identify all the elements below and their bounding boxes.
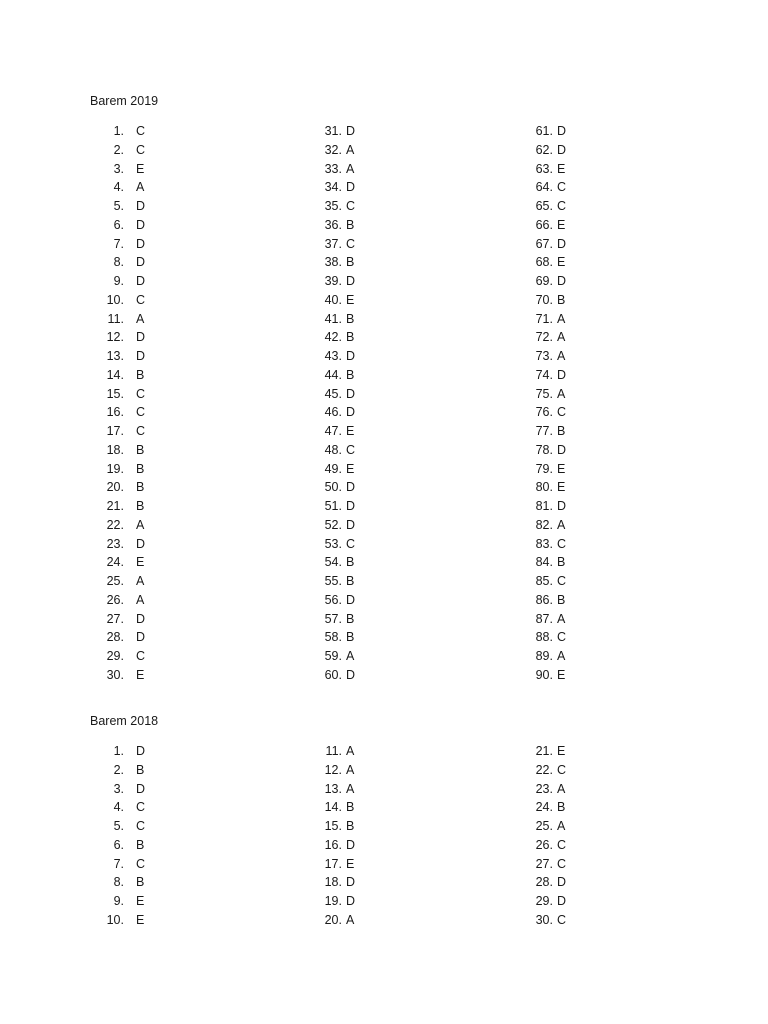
- answer-letter: E: [557, 161, 566, 176]
- answer-row: [0, 160, 768, 179]
- answer-letter: D: [136, 349, 146, 363]
- question-number: 69.: [535, 274, 553, 288]
- answer-letter: C: [557, 837, 567, 852]
- answer-row: [0, 553, 768, 572]
- answer-letter: D: [346, 274, 356, 288]
- question-number: 26.: [106, 592, 124, 607]
- answer-letter: A: [346, 912, 355, 927]
- answer-letter: D: [557, 499, 567, 513]
- answer-letter: E: [136, 161, 145, 176]
- answer-letter: E: [557, 461, 566, 476]
- section-title: Barem 2019: [90, 94, 159, 108]
- question-number: 16.: [106, 405, 124, 420]
- question-number: 3.: [113, 781, 124, 796]
- answer-letter: E: [346, 292, 355, 307]
- answer-letter: B: [346, 555, 355, 570]
- question-number: 30.: [535, 912, 553, 927]
- question-number: 4.: [113, 180, 124, 195]
- question-number: 78.: [535, 442, 553, 457]
- answer-letter: C: [557, 856, 567, 871]
- answer-letter: A: [557, 349, 566, 363]
- answer-letter: A: [136, 311, 145, 326]
- answer-letter: D: [136, 611, 146, 626]
- answer-letter: C: [346, 236, 356, 251]
- question-number: 60.: [324, 667, 342, 682]
- answer-letter: E: [557, 667, 566, 682]
- answer-letter: A: [346, 744, 355, 758]
- answer-letter: A: [346, 142, 355, 157]
- question-number: 62.: [535, 142, 553, 157]
- question-number: 23.: [535, 781, 553, 796]
- answer-letter: A: [136, 592, 145, 607]
- answer-row: [0, 780, 768, 799]
- question-number: 46.: [324, 405, 342, 420]
- answer-row: [0, 310, 768, 329]
- answer-letter: D: [557, 274, 567, 288]
- answer-letter: D: [136, 744, 146, 758]
- answer-letter: A: [557, 330, 566, 345]
- answer-row: [0, 441, 768, 460]
- answer-row: [0, 216, 768, 235]
- question-number: 16.: [324, 837, 342, 852]
- answer-letter: B: [557, 800, 566, 815]
- question-number: 23.: [106, 536, 124, 551]
- question-number: 49.: [324, 461, 342, 476]
- answer-row: [0, 591, 768, 610]
- answer-letter: C: [346, 442, 356, 457]
- question-number: 56.: [324, 592, 342, 607]
- question-number: 1.: [113, 124, 124, 138]
- question-number: 73.: [535, 349, 553, 363]
- answer-row: [0, 628, 768, 647]
- answer-row: [0, 647, 768, 666]
- question-number: 19.: [324, 894, 342, 908]
- question-number: 83.: [535, 536, 553, 551]
- question-number: 11.: [325, 744, 342, 758]
- answer-row: [0, 478, 768, 497]
- answer-letter: D: [346, 837, 356, 852]
- section-title: Barem 2018: [90, 714, 159, 728]
- answer-letter: B: [346, 819, 355, 833]
- question-number: 15.: [324, 819, 342, 833]
- answer-letter: A: [557, 649, 566, 663]
- question-number: 4.: [113, 800, 124, 815]
- answer-letter: B: [136, 480, 145, 495]
- question-number: 53.: [324, 536, 342, 551]
- answer-letter: B: [346, 574, 355, 588]
- question-number: 68.: [535, 255, 553, 270]
- answer-letter: D: [346, 386, 356, 401]
- question-number: 26.: [535, 837, 553, 852]
- answer-row: [0, 328, 768, 347]
- answer-letter: D: [136, 199, 146, 213]
- answer-letter: C: [557, 912, 567, 927]
- question-number: 39.: [324, 274, 342, 288]
- question-number: 29.: [535, 894, 553, 908]
- question-number: 14.: [106, 367, 124, 382]
- question-number: 55.: [324, 574, 342, 588]
- answer-letter: C: [346, 536, 356, 551]
- answer-column: [0, 122, 768, 685]
- answer-letter: C: [557, 199, 567, 213]
- question-number: 27.: [106, 611, 124, 626]
- answer-letter: E: [346, 856, 355, 871]
- question-number: 28.: [106, 630, 124, 645]
- answer-letter: B: [136, 499, 145, 513]
- question-number: 85.: [535, 574, 553, 588]
- question-number: 75.: [535, 386, 553, 401]
- question-number: 13.: [106, 349, 124, 363]
- answer-row: [0, 347, 768, 366]
- answer-letter: D: [557, 367, 567, 382]
- answer-row: [0, 497, 768, 516]
- question-number: 42.: [324, 330, 342, 345]
- question-number: 8.: [113, 875, 124, 890]
- answer-letter: B: [346, 611, 355, 626]
- answer-letter: C: [136, 800, 146, 815]
- question-number: 36.: [324, 217, 342, 232]
- answer-row: [0, 817, 768, 836]
- question-number: 32.: [324, 142, 342, 157]
- question-number: 20.: [324, 912, 342, 927]
- question-number: 41.: [324, 311, 342, 326]
- question-number: 25.: [106, 574, 124, 588]
- question-number: 24.: [535, 800, 553, 815]
- question-number: 2.: [113, 142, 124, 157]
- answer-letter: A: [346, 762, 355, 777]
- question-number: 5.: [113, 819, 124, 833]
- answer-letter: B: [346, 311, 355, 326]
- answer-letter: B: [136, 367, 145, 382]
- answer-row: [0, 291, 768, 310]
- question-number: 21.: [535, 744, 553, 758]
- question-number: 31.: [324, 124, 342, 138]
- question-number: 67.: [535, 236, 553, 251]
- question-number: 28.: [535, 875, 553, 890]
- question-number: 57.: [324, 611, 342, 626]
- question-number: 79.: [535, 461, 553, 476]
- answer-letter: B: [136, 837, 145, 852]
- question-number: 35.: [324, 199, 342, 213]
- question-number: 17.: [106, 424, 124, 438]
- question-number: 12.: [106, 330, 124, 345]
- question-number: 19.: [106, 461, 124, 476]
- answer-row: [0, 253, 768, 272]
- answer-letter: C: [557, 405, 567, 420]
- question-number: 24.: [106, 555, 124, 570]
- question-number: 18.: [324, 875, 342, 890]
- question-number: 17.: [324, 856, 342, 871]
- question-number: 8.: [113, 255, 124, 270]
- question-number: 72.: [535, 330, 553, 345]
- question-number: 1.: [113, 744, 124, 758]
- answer-letter: D: [136, 255, 146, 270]
- answer-letter: A: [557, 386, 566, 401]
- question-number: 87.: [535, 611, 553, 626]
- answer-row: [0, 742, 768, 761]
- answer-letter: D: [557, 875, 567, 890]
- answer-letter: C: [557, 762, 567, 777]
- question-number: 54.: [324, 555, 342, 570]
- question-number: 37.: [324, 236, 342, 251]
- answer-letter: D: [136, 274, 146, 288]
- question-number: 5.: [113, 199, 124, 213]
- answer-row: [0, 666, 768, 685]
- answer-letter: B: [346, 630, 355, 645]
- answer-letter: C: [557, 574, 567, 588]
- question-number: 27.: [535, 856, 553, 871]
- answer-letter: D: [136, 781, 146, 796]
- answer-letter: E: [136, 555, 145, 570]
- question-number: 13.: [324, 781, 342, 796]
- question-number: 48.: [324, 442, 342, 457]
- answer-letter: E: [557, 217, 566, 232]
- answer-letter: E: [136, 894, 145, 908]
- question-number: 21.: [106, 499, 124, 513]
- answer-letter: D: [557, 442, 567, 457]
- question-number: 81.: [535, 499, 553, 513]
- answer-letter: C: [346, 199, 356, 213]
- question-number: 40.: [324, 292, 342, 307]
- answer-letter: B: [557, 292, 566, 307]
- question-number: 14.: [324, 800, 342, 815]
- question-number: 52.: [324, 517, 342, 532]
- answer-letter: D: [346, 894, 356, 908]
- question-number: 47.: [324, 424, 342, 438]
- question-number: 22.: [106, 517, 124, 532]
- question-number: 80.: [535, 480, 553, 495]
- answer-letter: E: [557, 255, 566, 270]
- question-number: 3.: [113, 161, 124, 176]
- question-number: 9.: [113, 894, 124, 908]
- answer-letter: A: [557, 819, 566, 833]
- answer-letter: B: [136, 442, 145, 457]
- answer-letter: D: [346, 499, 356, 513]
- answer-letter: B: [346, 367, 355, 382]
- answer-letter: C: [136, 405, 146, 420]
- answer-letter: D: [346, 349, 356, 363]
- question-number: 90.: [535, 667, 553, 682]
- answer-letter: D: [136, 630, 146, 645]
- question-number: 7.: [113, 236, 124, 251]
- answer-letter: E: [346, 424, 355, 438]
- answer-letter: A: [557, 781, 566, 796]
- answer-letter: B: [136, 875, 145, 890]
- answer-row: [0, 911, 768, 930]
- question-number: 9.: [113, 274, 124, 288]
- question-number: 22.: [535, 762, 553, 777]
- answer-row: [0, 516, 768, 535]
- question-number: 10.: [106, 292, 124, 307]
- answer-letter: C: [557, 180, 567, 195]
- answer-letter: D: [557, 894, 567, 908]
- question-number: 65.: [535, 199, 553, 213]
- question-number: 15.: [106, 386, 124, 401]
- answer-letter: D: [346, 480, 356, 495]
- answer-row: [0, 535, 768, 554]
- answer-letter: D: [557, 124, 567, 138]
- question-number: 59.: [324, 649, 342, 663]
- answer-letter: E: [136, 912, 145, 927]
- answer-row: [0, 272, 768, 291]
- question-number: 20.: [106, 480, 124, 495]
- answer-letter: C: [557, 536, 567, 551]
- answer-letter: D: [136, 330, 146, 345]
- question-number: 86.: [535, 592, 553, 607]
- question-number: 45.: [324, 386, 342, 401]
- question-number: 29.: [106, 649, 124, 663]
- answer-letter: D: [557, 142, 567, 157]
- question-number: 12.: [324, 762, 342, 777]
- answer-letter: E: [557, 480, 566, 495]
- question-number: 61.: [535, 124, 553, 138]
- question-number: 6.: [113, 217, 124, 232]
- question-number: 82.: [535, 517, 553, 532]
- answer-letter: A: [557, 311, 566, 326]
- question-number: 74.: [535, 367, 553, 382]
- answer-letter: D: [136, 536, 146, 551]
- answer-letter: D: [346, 517, 356, 532]
- answer-letter: A: [346, 161, 355, 176]
- answer-row: [0, 178, 768, 197]
- answer-letter: C: [557, 630, 567, 645]
- answer-row: [0, 798, 768, 817]
- answer-letter: B: [346, 800, 355, 815]
- answer-row: [0, 892, 768, 911]
- answer-row: [0, 385, 768, 404]
- answer-letter: D: [346, 875, 356, 890]
- answer-letter: D: [557, 236, 567, 251]
- question-number: 58.: [324, 630, 342, 645]
- answer-letter: C: [136, 142, 146, 157]
- answer-letter: D: [136, 217, 146, 232]
- answer-letter: B: [136, 762, 145, 777]
- question-number: 25.: [535, 819, 553, 833]
- question-number: 43.: [324, 349, 342, 363]
- question-number: 34.: [324, 180, 342, 195]
- question-number: 6.: [113, 837, 124, 852]
- answer-row: [0, 141, 768, 160]
- answer-row: [0, 366, 768, 385]
- answer-row: [0, 873, 768, 892]
- answer-row: [0, 460, 768, 479]
- answer-row: [0, 610, 768, 629]
- answer-row: [0, 235, 768, 254]
- answer-letter: B: [136, 461, 145, 476]
- answer-column: [0, 742, 768, 930]
- answer-letter: D: [346, 180, 356, 195]
- answer-letter: A: [136, 574, 145, 588]
- question-number: 18.: [106, 442, 124, 457]
- question-number: 44.: [324, 367, 342, 382]
- question-number: 50.: [324, 480, 342, 495]
- answer-row: [0, 855, 768, 874]
- answer-letter: A: [346, 649, 355, 663]
- question-number: 10.: [106, 912, 124, 927]
- answer-letter: D: [346, 592, 356, 607]
- answer-letter: A: [346, 781, 355, 796]
- question-number: 77.: [535, 424, 553, 438]
- answer-letter: D: [346, 405, 356, 420]
- answer-row: [0, 422, 768, 441]
- answer-letter: C: [136, 819, 146, 833]
- answer-letter: D: [346, 667, 356, 682]
- question-number: 11.: [107, 311, 124, 326]
- question-number: 88.: [535, 630, 553, 645]
- answer-letter: C: [136, 424, 146, 438]
- answer-row: [0, 761, 768, 780]
- answer-letter: C: [136, 856, 146, 871]
- answer-letter: E: [136, 667, 145, 682]
- question-number: 84.: [535, 555, 553, 570]
- answer-letter: C: [136, 386, 146, 401]
- answer-letter: B: [346, 217, 355, 232]
- question-number: 51.: [324, 499, 342, 513]
- question-number: 2.: [113, 762, 124, 777]
- answer-letter: A: [557, 517, 566, 532]
- question-number: 89.: [535, 649, 553, 663]
- answer-row: [0, 122, 768, 141]
- answer-letter: B: [557, 424, 566, 438]
- question-number: 7.: [113, 856, 124, 871]
- answer-letter: A: [557, 611, 566, 626]
- answer-letter: C: [136, 649, 146, 663]
- question-number: 64.: [535, 180, 553, 195]
- question-number: 71.: [535, 311, 553, 326]
- answer-letter: A: [136, 517, 145, 532]
- answer-letter: C: [136, 292, 146, 307]
- answer-letter: B: [557, 592, 566, 607]
- answer-row: [0, 836, 768, 855]
- answer-letter: A: [136, 180, 145, 195]
- question-number: 66.: [535, 217, 553, 232]
- answer-letter: B: [346, 330, 355, 345]
- question-number: 38.: [324, 255, 342, 270]
- question-number: 30.: [106, 667, 124, 682]
- question-number: 63.: [535, 161, 553, 176]
- answer-letter: E: [346, 461, 355, 476]
- question-number: 33.: [324, 161, 342, 176]
- answer-row: [0, 197, 768, 216]
- answer-row: [0, 403, 768, 422]
- answer-letter: D: [346, 124, 356, 138]
- answer-letter: C: [136, 124, 146, 138]
- answer-row: [0, 572, 768, 591]
- question-number: 70.: [535, 292, 553, 307]
- answer-letter: D: [136, 236, 146, 251]
- answer-letter: E: [557, 744, 566, 758]
- answer-letter: B: [346, 255, 355, 270]
- question-number: 76.: [535, 405, 553, 420]
- answer-letter: B: [557, 555, 566, 570]
